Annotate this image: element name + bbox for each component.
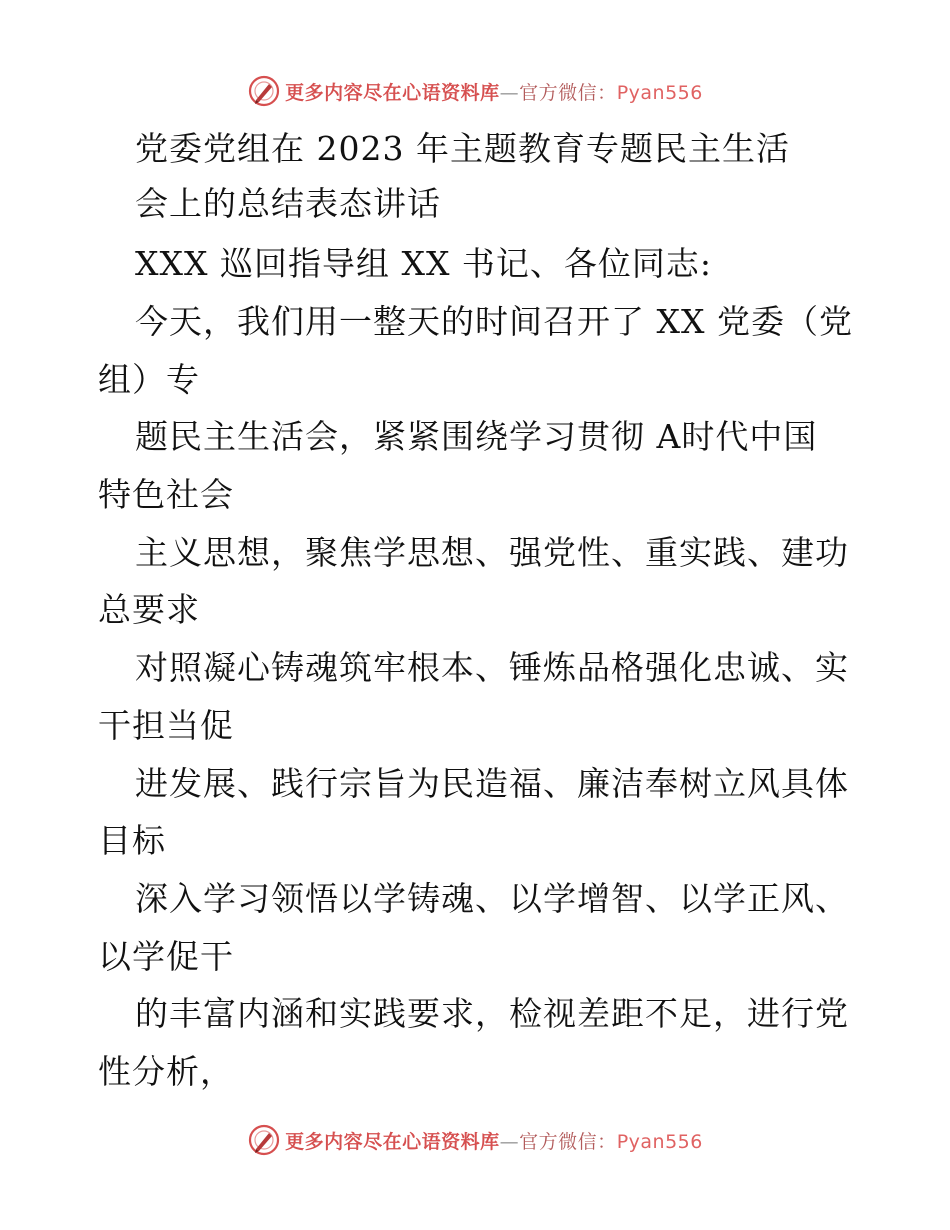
doc-line: 目标 <box>98 821 166 860</box>
watermark-separator: — <box>499 81 520 104</box>
watermark-lead: 更多内容尽在心语资料库 <box>285 81 500 104</box>
watermark-tail: 官方微信： <box>519 1130 617 1153</box>
doc-line: 今天，我们用一整天的时间召开了 XX 党委（党 <box>135 302 853 341</box>
doc-line: 对照凝心铸魂筑牢根本、锤炼品格强化忠诚、实 <box>135 648 849 687</box>
watermark-text <box>285 78 703 105</box>
doc-line: 组）专 <box>98 360 200 399</box>
watermark-handle: Pyan556 <box>616 1130 703 1153</box>
pen-circle-logo-icon <box>247 1123 281 1157</box>
doc-line: 性分析， <box>98 1052 234 1091</box>
doc-line: 的丰富内涵和实践要求，检视差距不足，进行党 <box>135 994 849 1033</box>
watermark-separator: — <box>499 1130 520 1153</box>
doc-line: 以学促干 <box>98 937 234 976</box>
watermark-handle: Pyan556 <box>616 81 703 104</box>
doc-line: 进发展、践行宗旨为民造福、廉洁奉树立风具体 <box>135 764 849 803</box>
doc-line: 总要求 <box>98 590 200 629</box>
watermark-banner-top <box>0 71 950 111</box>
doc-line: 干担当促 <box>98 706 234 745</box>
doc-line: 主义思想，聚焦学思想、强党性、重实践、建功 <box>135 533 849 572</box>
doc-title-line-1: 党委党组在 2023 年主题教育专题民主生活 <box>135 129 790 168</box>
doc-line: 深入学习领悟以学铸魂、以学增智、以学正风、 <box>135 879 849 918</box>
doc-title-line-2: 会上的总结表态讲话 <box>135 184 441 223</box>
pen-circle-logo-icon <box>247 74 281 108</box>
watermark-tail: 官方微信： <box>519 81 617 104</box>
doc-line: 特色社会 <box>98 475 234 514</box>
watermark-text <box>285 1127 703 1154</box>
doc-salutation: XXX 巡回指导组 XX 书记、各位同志: <box>135 244 713 283</box>
watermark-banner-bottom <box>0 1120 950 1160</box>
watermark-lead: 更多内容尽在心语资料库 <box>285 1130 500 1153</box>
doc-line: 题民主生活会，紧紧围绕学习贯彻 A时代中国 <box>135 417 818 456</box>
